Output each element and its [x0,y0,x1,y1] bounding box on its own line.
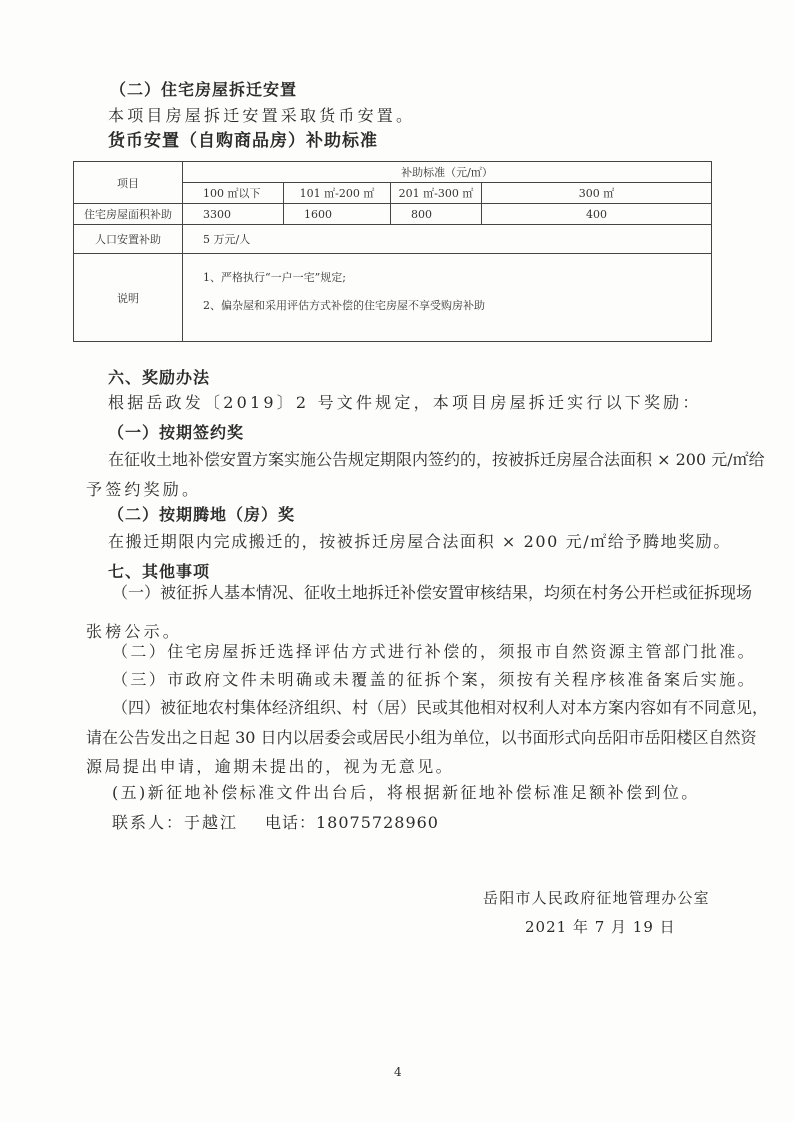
area-value: 3300 [183,204,284,225]
area-value: 800 [391,204,482,225]
body-line: 根据岳政发〔2019〕2 号文件规定，本项目房屋拆迁实行以下奖励： [108,393,702,412]
heading-other: 七、其他事项 [108,562,211,581]
pop-value: 5 万元/人 [183,225,712,254]
subheading: （一）按期签约奖 [108,423,245,442]
section-title: （二）住宅房屋拆迁安置 [110,80,298,99]
subheading: （二）按期腾地（房）奖 [108,505,296,524]
col-item-header: 项目 [74,162,183,204]
table-title: 货币安置（自购商品房）补助标准 [108,131,378,151]
subsidy-table [73,161,712,342]
body-line: 予签约奖励。 [86,480,202,499]
body-line: (五)新征地补偿标准文件出台后，将根据新征地补偿标准足额补偿到位。 [112,783,700,802]
note-item: 1、严格执行“一户一宅”规定; [203,271,346,284]
body-line: （二）住宅房屋拆迁选择评估方式进行补偿的，须报市自然资源主管部门批准。 [112,642,757,661]
area-value: 400 [482,204,712,225]
body-line: 请在公告发出之日起 30 日内以居委会或居民小组为单位，以书面形式向岳阳市岳阳楼区自然资 [86,728,757,747]
area-value: 1600 [284,204,391,225]
range-cell: 201 ㎡-300 ㎡ [391,183,482,204]
notes-cell [183,254,712,342]
body-line: 在搬迁期限内完成搬迁的，按被拆迁房屋合法面积 × 200 元/㎡给予腾地奖励。 [108,532,731,551]
heading-rewards: 六、奖励办法 [108,368,211,387]
body-line: （四）被征地农村集体经济组织、村（居）民或其他相对权利人对本方案内容如有不同意见， [112,698,769,717]
area-label: 住宅房屋面积补助 [74,204,183,225]
body-line: 源局提出申请，逾期未提出的，视为无意见。 [86,757,455,776]
contact-phone: 电话：18075728960 [265,813,439,832]
note-label: 说明 [74,254,183,342]
page-number: 4 [394,1065,405,1079]
body-line: （一）被征拆人基本情况、征收土地拆迁补偿安置审核结果，均须在村务公开栏或征拆现场 [112,583,753,602]
range-cell: 300 ㎡ [482,183,712,204]
contact-person: 联系人：于越江 [112,813,239,832]
intro-text: 本项目房屋拆迁安置采取货币安置。 [108,106,416,125]
signature-date: 2021 年 7 月 19 日 [525,918,676,936]
body-line: （三）市政府文件未明确或未覆盖的征拆个案，须按有关程序核准备案后实施。 [112,670,757,689]
note-item: 2、偏杂屋和采用评估方式补偿的住宅房屋不享受购房补助 [203,299,485,312]
col-standard-header: 补助标准（元/㎡） [183,162,712,183]
signature-org: 岳阳市人民政府征地管理办公室 [483,889,710,907]
body-line: 张榜公示。 [86,622,183,641]
body-line: 在征收土地补偿安置方案实施公告规定期限内签约的，按被拆迁房屋合法面积 × 200 元/㎡给 [108,450,765,469]
range-cell: 100 ㎡以下 [183,183,284,204]
range-cell: 101 ㎡-200 ㎡ [284,183,391,204]
pop-label: 人口安置补助 [74,225,183,254]
